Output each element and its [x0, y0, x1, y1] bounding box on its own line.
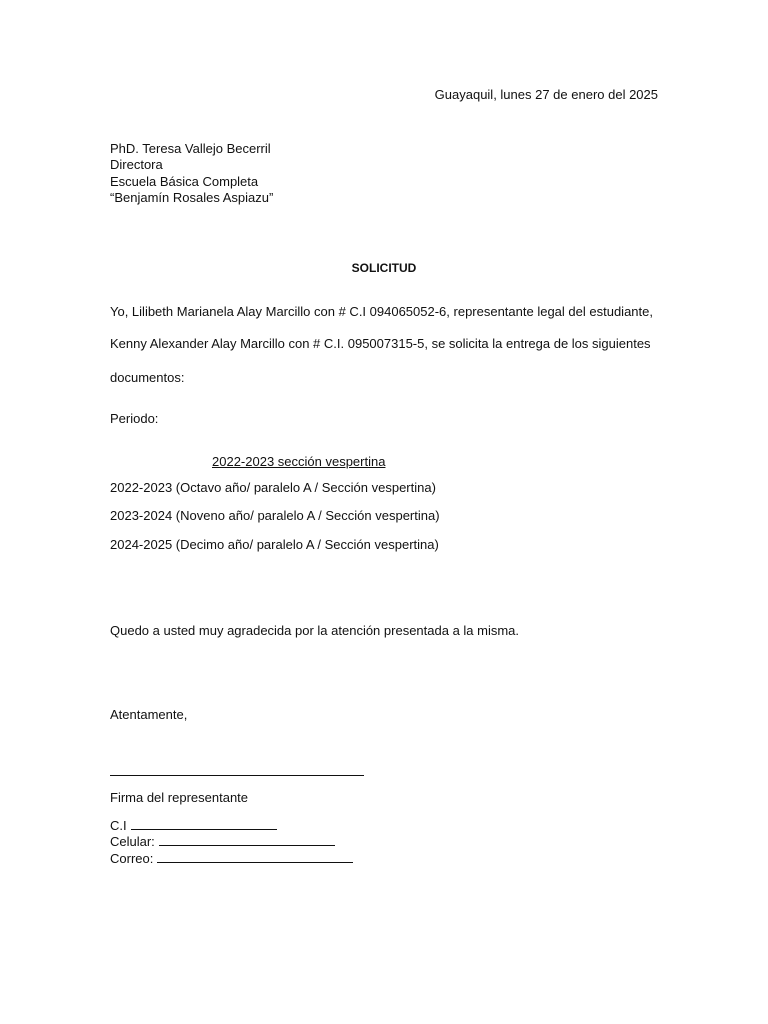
date-line: Guayaquil, lunes 27 de enero del 2025: [434, 87, 658, 102]
email-field: [110, 850, 353, 867]
body-line-1: Yo, Lilibeth Marianela Alay Marcillo con # C.I 094065052-6, representante legal del estudiante,: [110, 304, 653, 319]
body-line-2: Kenny Alexander Alay Marcillo con # C.I. 095007315-5, se solicita la entrega de los siguientes: [110, 336, 651, 351]
phone-field: [110, 833, 335, 850]
email-label: Correo:: [110, 851, 154, 866]
recipient-institution: Escuela Básica Completa: [110, 174, 259, 189]
phone-label: Celular:: [110, 834, 155, 849]
recipient-name: PhD. Teresa Vallejo Becerril: [110, 141, 271, 156]
body-line-3: documentos:: [110, 370, 185, 385]
period-item: 2022-2023 (Octavo año/ paralelo A / Sección vespertina): [110, 480, 436, 495]
recipient-school-name: “Benjamín Rosales Aspiazu”: [110, 190, 274, 205]
phone-blank-line: [159, 833, 335, 846]
period-heading: 2022-2023 sección vespertina: [212, 454, 386, 469]
document-title: SOLICITUD: [351, 261, 417, 275]
period-item: 2023-2024 (Noveno año/ paralelo A / Sección vespertina): [110, 508, 440, 523]
closing-text: Quedo a usted muy agradecida por la atención presentada a la misma.: [110, 623, 520, 638]
signature-line: [110, 775, 364, 776]
ci-field: [110, 817, 277, 834]
ci-label: C.I: [110, 818, 127, 833]
email-blank-line: [157, 850, 353, 863]
ci-blank-line: [131, 817, 277, 830]
recipient-role: Directora: [110, 157, 163, 172]
farewell-text: Atentamente,: [110, 707, 188, 722]
signature-label: Firma del representante: [110, 790, 249, 805]
period-item: 2024-2025 (Decimo año/ paralelo A / Sección vespertina): [110, 537, 439, 552]
period-label: Periodo:: [110, 411, 159, 426]
